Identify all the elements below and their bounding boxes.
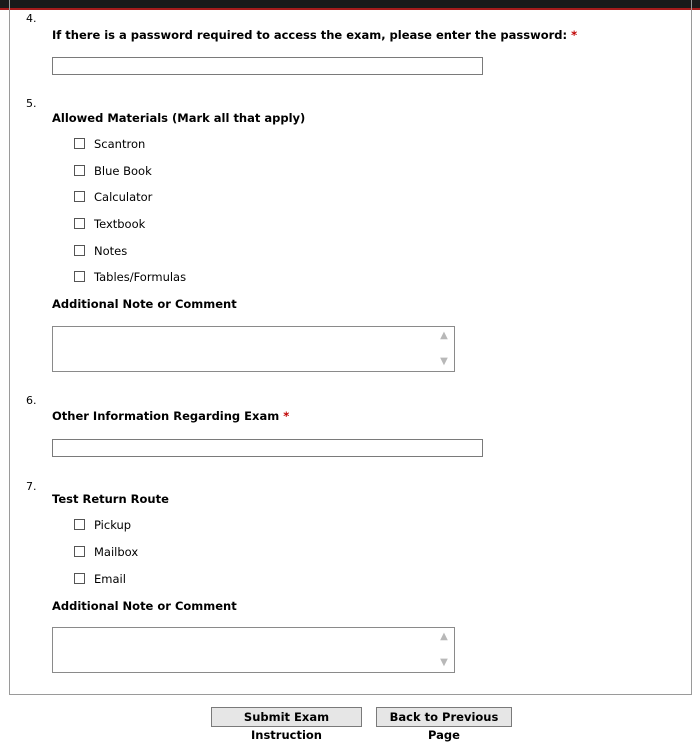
question-5-label: Allowed Materials (Mark all that apply) bbox=[52, 111, 306, 125]
required-marker: * bbox=[283, 409, 290, 423]
question-6-number: 6. bbox=[26, 394, 37, 407]
scroll-down-icon[interactable]: ▼ bbox=[440, 657, 448, 668]
checkbox-notes[interactable] bbox=[74, 245, 85, 256]
materials-note-textarea[interactable] bbox=[52, 326, 455, 372]
checkbox-pickup-label: Pickup bbox=[94, 518, 132, 532]
question-7-label: Test Return Route bbox=[52, 492, 169, 506]
checkbox-calculator-label: Calculator bbox=[94, 190, 153, 204]
question-5-number: 5. bbox=[26, 97, 37, 110]
checkbox-textbook[interactable] bbox=[74, 218, 85, 229]
question-7-number: 7. bbox=[26, 480, 37, 493]
question-7-note-label: Additional Note or Comment bbox=[52, 599, 237, 613]
checkbox-scantron-label: Scantron bbox=[94, 137, 146, 151]
checkbox-scantron[interactable] bbox=[74, 138, 85, 149]
scroll-down-icon[interactable]: ▼ bbox=[440, 356, 448, 367]
checkbox-calculator[interactable] bbox=[74, 191, 85, 202]
checkbox-textbook-label: Textbook bbox=[94, 217, 146, 231]
question-4-label-text: If there is a password required to access the exam, please enter the password: bbox=[52, 28, 568, 42]
question-6-label bbox=[52, 409, 289, 423]
question-4-label bbox=[52, 28, 577, 42]
exam-password-input[interactable] bbox=[52, 57, 483, 75]
checkbox-blue-book-label: Blue Book bbox=[94, 164, 152, 178]
checkbox-email[interactable] bbox=[74, 573, 85, 584]
checkbox-mailbox[interactable] bbox=[74, 546, 85, 557]
other-info-input[interactable] bbox=[52, 439, 483, 457]
scroll-up-icon[interactable]: ▲ bbox=[440, 631, 448, 642]
scroll-up-icon[interactable]: ▲ bbox=[440, 330, 448, 341]
submit-exam-instruction-button[interactable]: Submit Exam Instruction bbox=[211, 707, 362, 727]
checkbox-mailbox-label: Mailbox bbox=[94, 545, 139, 559]
question-5-note-label: Additional Note or Comment bbox=[52, 297, 237, 311]
checkbox-pickup[interactable] bbox=[74, 519, 85, 530]
checkbox-notes-label: Notes bbox=[94, 244, 128, 258]
checkbox-blue-book[interactable] bbox=[74, 165, 85, 176]
checkbox-email-label: Email bbox=[94, 572, 126, 586]
checkbox-tables-formulas[interactable] bbox=[74, 271, 85, 282]
question-6-label-text: Other Information Regarding Exam bbox=[52, 409, 280, 423]
back-to-previous-page-button[interactable]: Back to Previous Page bbox=[376, 707, 512, 727]
question-4-number: 4. bbox=[26, 12, 37, 25]
checkbox-tables-formulas-label: Tables/Formulas bbox=[94, 270, 187, 284]
required-marker: * bbox=[571, 28, 578, 42]
return-route-note-textarea[interactable] bbox=[52, 627, 455, 673]
